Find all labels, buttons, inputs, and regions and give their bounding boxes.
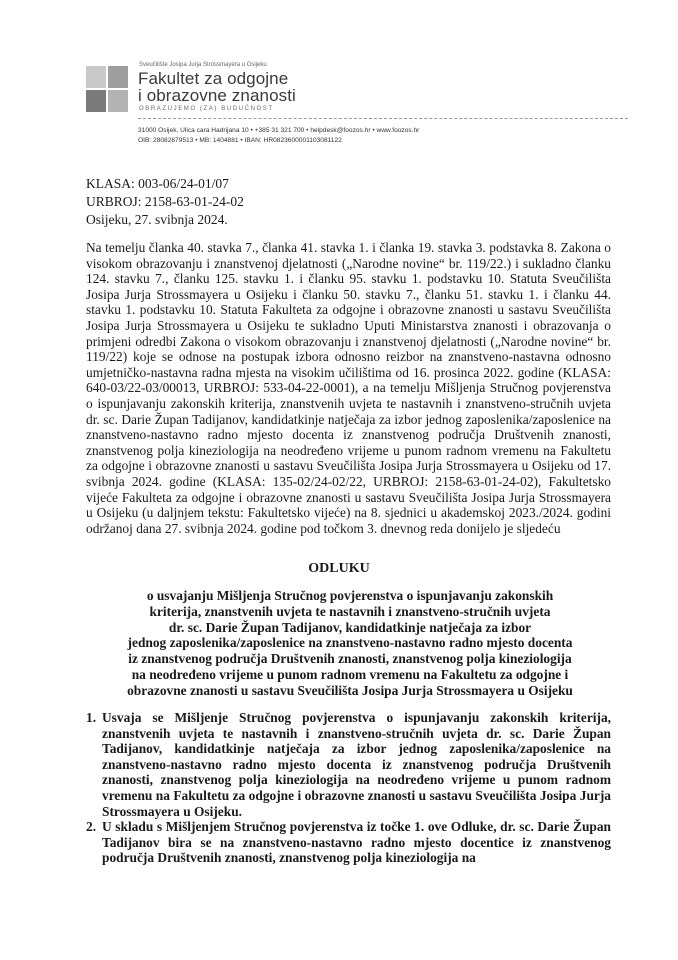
intro-paragraph: Na temelju članka 40. stavka 7., članka 41. stavka 1. i članka 19. stavka 3. podstavka 8. Zakona o visokom obrazovanju i znanstvenoj djelatnosti („Narodne novine“ br. 119/22.) i sukladno članku 124. stavku 7., članku 125. stavku 1. i članku 95. stavku 1. podstavku 10. Statuta Sveučilišta Josipa Jurja Strossmayera u Osijeku i članku 50. stavku 7., članku 51. stavku 1. i članku 44. stavku 1. podstavku 10. Statuta Fakulteta za odgojne i obrazovne znanosti u sastavu Sveučilišta Josipa Jurja Strossmayera u Osijeku te sukladno Uputi Ministarstva znanosti i obrazovanja o primjeni odredbi Zakona o visokom obrazovanju i znanstvenoj djelatnosti („Narodne novine“ br. 119/22) koje se odnose na postupak izbora odnosno reizbor na znanstveno-nastavna odnosno umjetničko-nastavna radna mjesta na visokim učilištima od 16. prosinca 2022. godine (KLASA: 640-03/22-03/00013, URBROJ: 533-04-22-0001), a na temelju Mišljenja Stručnog povjerenstva o ispunjavanju zakonskih kriterija, znanstvenih uvjeta te nastavnih i znanstveno-stručnih uvjeta dr. sc. Darie Župan Tadijanov, kandidatkinje natječaja za izbor jednog zaposlenika/zaposlenice na znanstveno-nastavno radno mjesto docenta iz znanstvenog područja Društvenih znanosti, znanstvenog polja kineziologija na neodređeno vrijeme u punom radnom vremenu na Fakultetu za odgojne i obrazovne znanosti u sastavu Sveučilišta Josipa Jurja Strossmayera u Osijeku od 17. svibnja 2024. godine (KLASA: 135-02/24-02/22, URBROJ: 2158-63-01-24-02), Fakultetsko vijeće Fakulteta za odgojne i obrazovne znanosti u sastavu Sveučilišta Josipa Jurja Strossmayera u Osijeku (u daljnjem tekstu: Fakultetsko vijeće) na 8. sjednici u akademskoj 2023./2024. godini održanoj dana 27. svibnja 2024. godine pod točkom 3. dnevnog reda donijelo je sljedeću	[86, 240, 611, 536]
klasa: KLASA: 003-06/24-01/07	[86, 176, 229, 191]
university-name: Sveučilište Josipa Jurja Strossmayera u Osijeku	[139, 62, 267, 68]
subject-line: obrazovne znanosti u sastavu Sveučilišta Josipa Jurja Strossmayera u Osijeku	[127, 682, 573, 698]
reference-block	[86, 175, 244, 229]
subject-line: kriterija, znanstvenih uvjeta te nastavnih i znanstveno-stručnih uvjeta	[149, 603, 551, 619]
subject-line: na neodređeno vrijeme u punom radnom vremenu na Fakultetu za odgojne i	[131, 666, 569, 682]
item-text: Usvaja se Mišljenje Stručnog povjerenstva o ispunjavanju zakonskih kriterija, znanstvenih uvjeta te nastavnih i znanstveno-stručnih uvjeta dr. sc. Darie Župan Tadijanov, kandidatkinje natječaja za izbor jednog zaposlenika/zaposlenice na znanstveno-nastavno radno mjesto docenta iz znanstvenog područja Društvenih znanosti, znanstvenog polja kineziologija na neodređeno vrijeme u punom radnom vremenu na Fakultetu za odgojne i obrazovne znanosti u sastavu Sveučilišta Josipa Jurja Strossmayera u Osijeku.	[102, 710, 611, 819]
urbroj: URBROJ: 2158-63-01-24-02	[86, 194, 244, 209]
faculty-name	[138, 70, 296, 104]
faculty-name-line2: i obrazovne znanosti	[138, 86, 296, 105]
subject-line: jednog zaposlenika/zaposlenice na znanstveno-nastavno radno mjesto docenta	[127, 635, 573, 651]
list-item	[86, 710, 611, 819]
registration-line: OIB: 28082679513 • MB: 1404881 • IBAN: HR0823600001103081122	[138, 137, 342, 144]
item-text: U skladu s Mišljenjem Stručnog povjerenstva iz točke 1. ove Odluke, dr. sc. Darie Župan Tadijanov bira se na znanstveno-nastavno radno mjesto docentice iz znanstvenog područja Društvenih znanosti, znanstvenog polja kineziologija na	[102, 819, 611, 866]
place-date: Osijeku, 27. svibnja 2024.	[86, 212, 228, 227]
faculty-name-line1: Fakultet za odgojne	[138, 69, 289, 88]
item-number: 1.	[86, 710, 97, 725]
subject-line: o usvajanju Mišljenja Stručnog povjerenstva o ispunjavanju zakonskih	[146, 588, 554, 603]
decision-items	[86, 710, 611, 866]
subject-line: iz znanstvenog područja Društvenih znanosti, znanstvenog polja kineziologija	[128, 651, 572, 667]
subject-line: dr. sc. Darie Župan Tadijanov, kandidatkinje natječaja za izbor	[168, 619, 532, 635]
decision-title: ODLUKU	[308, 561, 370, 576]
address-line: 31000 Osijek, Ulica cara Hadrijana 10 • +385 31 321 700 • helpdesk@foozos.hr • www.foozos.hr	[138, 127, 420, 134]
letterhead-address	[138, 126, 419, 146]
letterhead-divider	[138, 118, 628, 119]
faculty-motto: OBRAZUJEMO (ZA) BUDUĆNOST	[139, 106, 274, 112]
decision-subject	[100, 588, 600, 699]
item-number: 2.	[86, 819, 97, 835]
faculty-logo-icon	[86, 66, 128, 112]
list-item	[86, 819, 611, 866]
